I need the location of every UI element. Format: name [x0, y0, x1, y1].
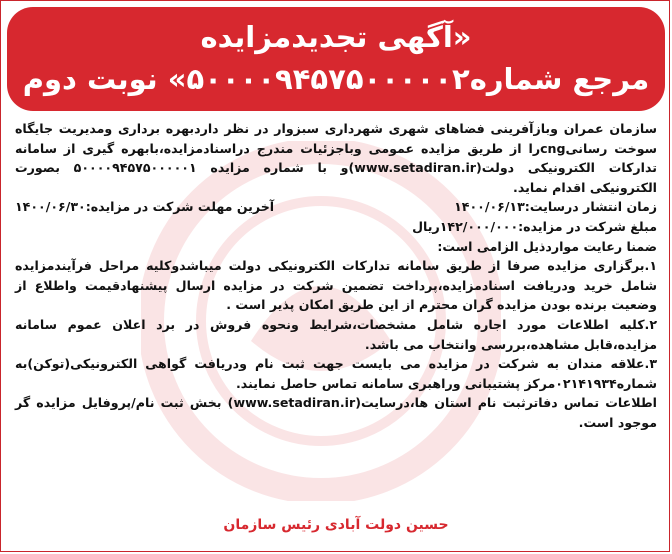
contact-info: اطلاعات تماس دفاترثبت نام استان ها،درسایت(www.setadiran.ir) بخش ثبت نام/پروفایل مزایده گر موجود است.: [15, 395, 658, 430]
publish-date: زمان انتشار درسایت:۱۴۰۰/۰۶/۱۳: [454, 199, 657, 215]
notice-body: [15, 119, 657, 433]
conditions-heading: ضمنا رعایت مواردذیل الزامی است:: [437, 238, 657, 254]
header-banner: [7, 7, 665, 111]
deadline-date: آخرین مهلت شرکت در مزایده:۱۴۰۰/۰۶/۳۰: [15, 199, 275, 215]
intro-paragraph: سازمان عمران وبازآفرینی فضاهای شهری شهرداری سبزوار در نظر داردبهره برداری ومدیریت جایگاه سوخت رسانیcngرا از طریق مزایده عمومی وباجزئیات مندرج دراسنادمزایده،بابهره گیری از سامانه تدارکات الکترونیکی دولت(www.setadiran.ir)و با شماره مزایده ۵۰۰۰۰۹۴۵۷۵۰۰۰۰۰۱ بصورت الکترونیکی اقدام نماید.: [15, 121, 657, 195]
condition-item-3: ۳.علاقه مندان به شرکت در مزایده می بایست جهت ثبت نام ودریافت گواهی الکترونیکی(توکن)به شماره۰۲۱۴۱۹۳۴مرکز پشتیبانی وراهبری سامانه تماس حاصل نمایند.: [15, 356, 657, 391]
signature-line: حسین دولت آبادی رئیس سازمان: [223, 517, 449, 533]
condition-item-2: ۲.کلیه اطلاعات مورد اجاره شامل مشخصات،شرایط ونحوه فروش در برد اعلان عموم سامانه مزایده،قابل مشاهده،بررسی وانتخاب می باشد.: [15, 316, 657, 352]
notice-reference: مرجع شماره۵۰۰۰۰۹۴۵۷۵۰۰۰۰۰۲» نوبت دوم: [22, 62, 650, 96]
notice-title: «آگهی تجدیدمزایده: [200, 20, 472, 54]
dates-row: [15, 197, 657, 217]
participation-amount: مبلغ شرکت در مزایده:۱۴۲/۰۰۰/۰۰۰ریال: [412, 218, 657, 234]
condition-item-1: ۱.برگزاری مزایده صرفا از طریق سامانه تدارکات الکترونیکی دولت میباشدوکلیه مراحل فرآیندمزایده شامل خرید ودریافت اسنادمزایده،پرداخت تضمین شرکت در مزایده ارسال پیشنهادقیمت واطلاع از وضعیت برنده بودن مزایده گران محترم از این طریق امکان پذیر است .: [15, 258, 657, 313]
